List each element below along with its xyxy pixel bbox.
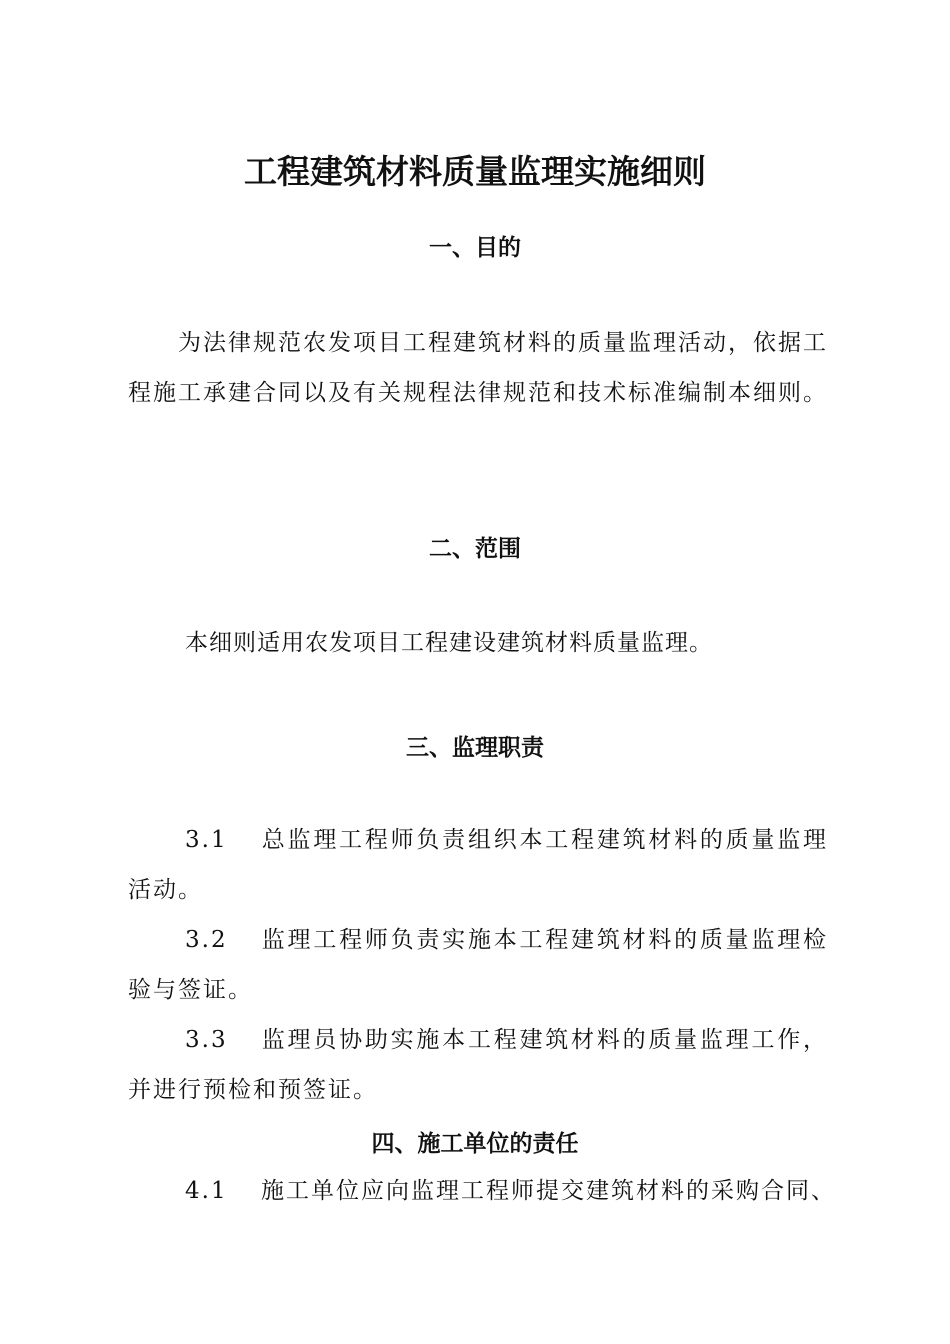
section-heading-scope: 二、范围 xyxy=(429,536,521,562)
list-item-3-1 xyxy=(128,815,828,915)
section-paragraph-scope: 本细则适用农发项目工程建设建筑材料质量监理。 xyxy=(185,630,713,656)
item-number: 3.1 xyxy=(185,827,228,853)
item-number: 3.2 xyxy=(185,927,228,953)
document-title: 工程建筑材料质量监理实施细则 xyxy=(244,152,706,191)
item-number: 4.1 xyxy=(185,1178,228,1204)
list-item-4-1 xyxy=(128,1166,888,1216)
list-item-3-2 xyxy=(128,915,828,1015)
item-number: 3.3 xyxy=(185,1027,228,1053)
section-heading-duties: 三、监理职责 xyxy=(406,735,544,761)
section-paragraph-purpose: 为法律规范农发项目工程建筑材料的质量监理活动，依据工程施工承建合同以及有关规程法律规范和技术标准编制本细则。 xyxy=(128,330,828,406)
item-text: 施工单位应向监理工程师提交建筑材料的采购合同、 xyxy=(261,1178,836,1204)
list-item-3-3 xyxy=(128,1015,828,1115)
section-heading-purpose: 一、目的 xyxy=(429,235,521,261)
item-text: 总监理工程师负责组织本工程建筑材料的质量监理活动。 xyxy=(128,827,828,903)
section-heading-contractor-responsibility: 四、施工单位的责任 xyxy=(371,1131,579,1157)
item-text: 监理员协助实施本工程建筑材料的质量监理工作，并进行预检和预签证。 xyxy=(128,1027,828,1103)
item-text: 监理工程师负责实施本工程建筑材料的质量监理检验与签证。 xyxy=(128,927,828,1003)
